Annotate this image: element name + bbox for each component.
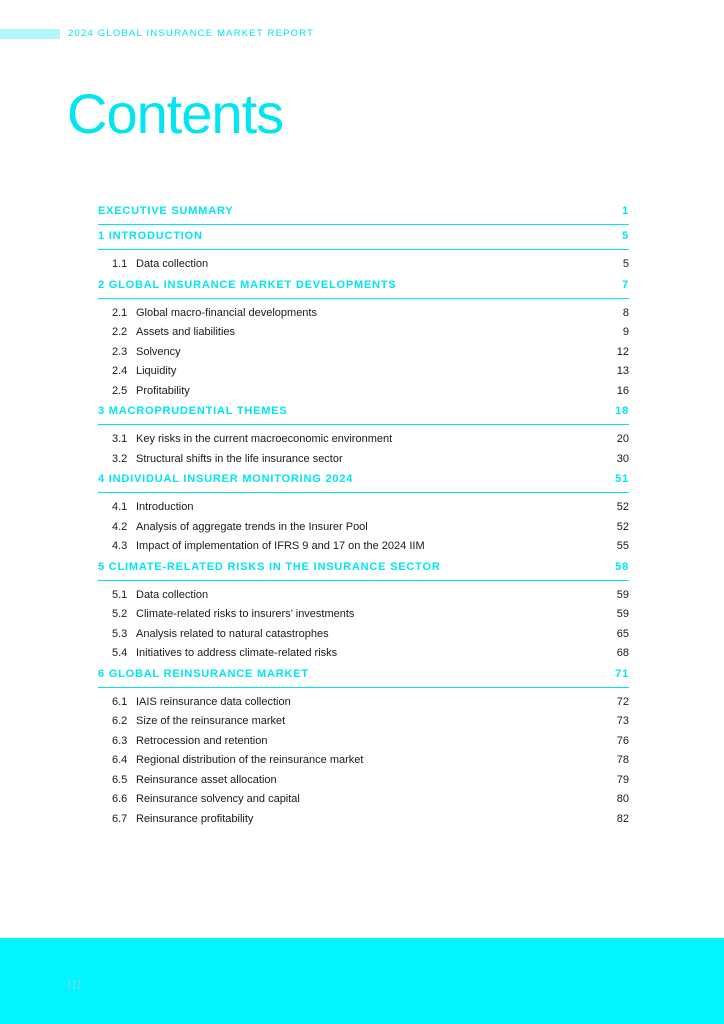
toc-subsection-num: 6.1	[112, 695, 128, 708]
toc-subsection-entry[interactable]	[98, 342, 629, 362]
toc-subsection-label: Data collection	[136, 258, 209, 270]
toc-subsection-entry[interactable]	[98, 303, 629, 323]
toc-subsection-entry[interactable]	[98, 604, 629, 624]
toc-subsection-entry[interactable]	[98, 692, 629, 712]
toc-subsection-label: Assets and liabilities	[136, 326, 236, 338]
toc-subsection-page: 52	[616, 501, 629, 513]
toc-subsection-label: Global macro-financial developments	[136, 306, 317, 319]
toc-subsection-label: Solvency	[136, 345, 181, 358]
toc-subsection-label: Introduction	[136, 501, 194, 513]
toc-subsection-num: 2.4	[112, 365, 128, 377]
toc-subsection-num: 6.4	[112, 754, 128, 766]
page-title: Contents	[67, 82, 284, 145]
page-number: III	[67, 978, 82, 992]
toc-subsection-label: Initiatives to address climate-related risks	[136, 647, 338, 659]
toc-section-label: 6 GLOBAL REINSURANCE MARKET	[98, 667, 309, 680]
toc-subsection-num: 6.5	[112, 773, 128, 786]
toc-subsection-page: 59	[616, 608, 629, 620]
toc-subsection-num: 6.3	[112, 734, 128, 747]
toc-subsection-page: 82	[616, 812, 629, 825]
toc-subsection-entry[interactable]	[98, 322, 629, 342]
toc-subsection-num: 6.6	[112, 793, 128, 805]
toc-subsection-page: 30	[616, 452, 629, 465]
toc-subsection-entry[interactable]	[98, 789, 629, 809]
toc-section-entry[interactable]	[98, 400, 629, 425]
toc-section-label: 5 CLIMATE-RELATED RISKS IN THE INSURANCE SECTOR	[98, 560, 441, 573]
toc-subsection-entry[interactable]	[98, 361, 629, 381]
toc-subsection-label: Reinsurance solvency and capital	[136, 793, 300, 805]
toc-subsection-entry[interactable]	[98, 585, 629, 605]
toc-subsection-page: 20	[616, 433, 629, 445]
toc-section-entry[interactable]	[98, 556, 629, 581]
toc-subsection-page: 55	[616, 540, 629, 552]
toc-subsection-num: 2.5	[112, 384, 128, 397]
toc-subsection-num: 4.3	[112, 540, 128, 552]
toc-subsection-entry[interactable]	[98, 624, 629, 644]
toc-subsection-entry[interactable]	[98, 711, 629, 731]
toc-section-label: 2 GLOBAL INSURANCE MARKET DEVELOPMENTS	[98, 278, 397, 291]
toc-subsection-page: 76	[616, 734, 629, 747]
toc-subsection-label: Key risks in the current macroeconomic environment	[136, 433, 393, 445]
header-accent-bar	[0, 29, 60, 39]
toc-subsection-entry[interactable]	[98, 731, 629, 751]
toc-subsection-label: Size of the reinsurance market	[136, 715, 286, 727]
toc-section-page: 18	[615, 405, 629, 417]
toc-subsection-num: 3.1	[112, 433, 128, 445]
toc-subsection-label: IAIS reinsurance data collection	[136, 695, 291, 708]
toc-subsection-page: 78	[616, 754, 629, 766]
toc-subsection-entry[interactable]	[98, 449, 629, 469]
toc-subsection-entry[interactable]	[98, 429, 629, 449]
toc-subsection-num: 5.4	[112, 647, 128, 659]
toc-subsection-entry[interactable]	[98, 770, 629, 790]
toc-subsection-num: 5.3	[112, 627, 128, 640]
table-of-contents	[98, 200, 629, 828]
toc-subsection-page: 16	[616, 384, 629, 397]
toc-subsection-num: 2.2	[112, 326, 128, 338]
toc-subsection-label: Data collection	[136, 588, 209, 601]
toc-subsection-page: 73	[616, 715, 629, 727]
toc-section-page: 5	[622, 230, 629, 242]
toc-subsection-num: 5.2	[112, 608, 128, 620]
toc-section-label: 4 INDIVIDUAL INSURER MONITORING 2024	[98, 473, 354, 485]
toc-subsection-entry[interactable]	[98, 809, 629, 829]
toc-section-page: 7	[622, 278, 629, 291]
toc-subsection-page: 12	[616, 345, 629, 358]
toc-subsection-label: Regional distribution of the reinsurance market	[136, 754, 364, 766]
toc-subsection-page: 68	[616, 647, 629, 659]
toc-section-label: 1 INTRODUCTION	[98, 230, 203, 242]
toc-subsection-page: 59	[616, 588, 629, 601]
toc-subsection-entry[interactable]	[98, 497, 629, 517]
toc-subsection-num: 3.2	[112, 452, 128, 465]
toc-subsection-label: Impact of implementation of IFRS 9 and 17 on the 2024 IIM	[136, 540, 425, 552]
toc-subsection-num: 2.1	[112, 306, 128, 319]
toc-subsection-num: 6.7	[112, 812, 128, 825]
toc-section-page: 58	[615, 560, 629, 573]
toc-section-label: 3 MACROPRUDENTIAL THEMES	[98, 405, 288, 417]
toc-section-entry[interactable]	[98, 663, 629, 688]
toc-section-entry[interactable]	[98, 468, 629, 493]
toc-subsection-num: 6.2	[112, 715, 128, 727]
toc-section-entry[interactable]	[98, 200, 629, 225]
toc-subsection-num: 1.1	[112, 258, 128, 270]
toc-section-entry[interactable]	[98, 274, 629, 299]
toc-subsection-label: Reinsurance asset allocation	[136, 773, 277, 786]
toc-subsection-page: 52	[616, 520, 629, 533]
toc-subsection-entry[interactable]	[98, 517, 629, 537]
toc-subsection-label: Profitability	[136, 384, 190, 397]
toc-subsection-num: 2.3	[112, 345, 128, 358]
toc-section-page: 51	[615, 473, 629, 485]
toc-subsection-entry[interactable]	[98, 381, 629, 401]
toc-subsection-entry[interactable]	[98, 750, 629, 770]
toc-subsection-page: 80	[616, 793, 629, 805]
footer-band	[0, 938, 724, 1024]
report-title: 2024 GLOBAL INSURANCE MARKET REPORT	[68, 28, 315, 39]
toc-subsection-label: Analysis of aggregate trends in the Insurer Pool	[136, 520, 368, 533]
toc-subsection-entry[interactable]	[98, 536, 629, 556]
toc-subsection-page: 65	[616, 627, 629, 640]
toc-subsection-page: 79	[616, 773, 629, 786]
toc-subsection-label: Structural shifts in the life insurance sector	[136, 452, 343, 465]
toc-section-page: 1	[622, 205, 629, 217]
toc-subsection-page: 72	[616, 695, 629, 708]
toc-subsection-page: 9	[622, 326, 629, 338]
toc-subsection-label: Climate-related risks to insurers’ investments	[136, 608, 355, 620]
toc-section-entry[interactable]	[98, 225, 629, 250]
toc-subsection-page: 8	[622, 306, 629, 319]
toc-subsection-entry[interactable]	[98, 254, 629, 274]
toc-subsection-page: 5	[622, 258, 629, 270]
toc-subsection-label: Liquidity	[136, 365, 177, 377]
toc-subsection-num: 5.1	[112, 588, 128, 601]
toc-subsection-label: Reinsurance profitability	[136, 812, 254, 825]
toc-subsection-entry[interactable]	[98, 643, 629, 663]
toc-section-label: EXECUTIVE SUMMARY	[98, 205, 234, 217]
toc-subsection-label: Retrocession and retention	[136, 734, 268, 747]
toc-subsection-label: Analysis related to natural catastrophes	[136, 627, 329, 640]
toc-section-page: 71	[615, 667, 629, 680]
toc-subsection-num: 4.1	[112, 501, 128, 513]
toc-subsection-page: 13	[616, 365, 629, 377]
toc-subsection-num: 4.2	[112, 520, 128, 533]
